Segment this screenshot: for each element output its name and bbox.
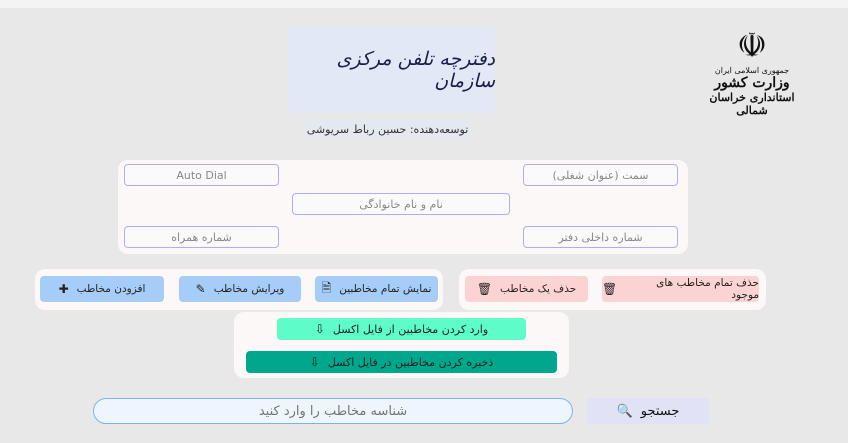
delete-one-button[interactable]: [465, 276, 588, 302]
extension-input[interactable]: شماره داخلی دفتر: [523, 226, 678, 248]
export-excel-button[interactable]: [246, 351, 557, 373]
edit-contact-button[interactable]: [179, 276, 301, 302]
top-bar: [0, 0, 848, 8]
import-excel-button[interactable]: [277, 318, 526, 340]
import-label: وارد کردن مخاطبین از فایل اکسل: [332, 322, 489, 336]
app-title: دفترچه تلفن مرکزی سازمان: [336, 47, 495, 92]
contact-id-search-input[interactable]: [93, 398, 573, 424]
search-label: جستجو: [640, 403, 680, 419]
logo-line-1: جمهوری اسلامی ایران: [714, 66, 790, 75]
logo-line-3: استانداری خراسان شمالی: [709, 91, 795, 117]
developer-credit: توسعه‌دهنده: حسین رباط سریوشی: [305, 119, 470, 140]
delete-all-label: حذف تمام مخاطب های موجود: [656, 277, 759, 301]
app-title-banner: [288, 26, 495, 113]
trash-icon: 🗑: [602, 282, 618, 296]
save-icon: ⇩: [309, 355, 320, 369]
pencil-icon: ✎: [195, 282, 206, 296]
magnifier-icon: 🔍: [616, 403, 633, 419]
ministry-logo: [706, 26, 798, 134]
document-icon: 🗎: [321, 280, 332, 295]
position-input[interactable]: سمت (عنوان شغلی): [523, 164, 678, 186]
trash-icon: 🗑: [476, 282, 493, 296]
logo-line-2: وزارت کشور: [714, 75, 790, 91]
show-all-button[interactable]: [315, 276, 438, 302]
plus-icon: ✚: [58, 282, 69, 296]
mobile-input[interactable]: شماره همراه: [124, 226, 279, 248]
show-all-label: نمایش تمام مخاطبین: [339, 283, 432, 295]
delete-all-button[interactable]: [602, 276, 759, 302]
search-button[interactable]: [587, 398, 709, 424]
export-label: ذخیره کردن مخاطبین در فایل اکسل: [327, 355, 494, 369]
edit-label: ویرایش مخاطب: [213, 283, 285, 295]
delete-one-label: حذف یک مخاطب: [500, 283, 577, 295]
add-label: افزودن مخاطب: [76, 283, 146, 295]
iran-emblem-icon: ☫: [736, 26, 768, 66]
autodial-input[interactable]: Auto Dial: [124, 164, 279, 186]
add-contact-button[interactable]: [40, 276, 164, 302]
name-input[interactable]: نام و نام خانوادگی: [292, 193, 510, 215]
import-icon: ⇩: [314, 322, 325, 336]
